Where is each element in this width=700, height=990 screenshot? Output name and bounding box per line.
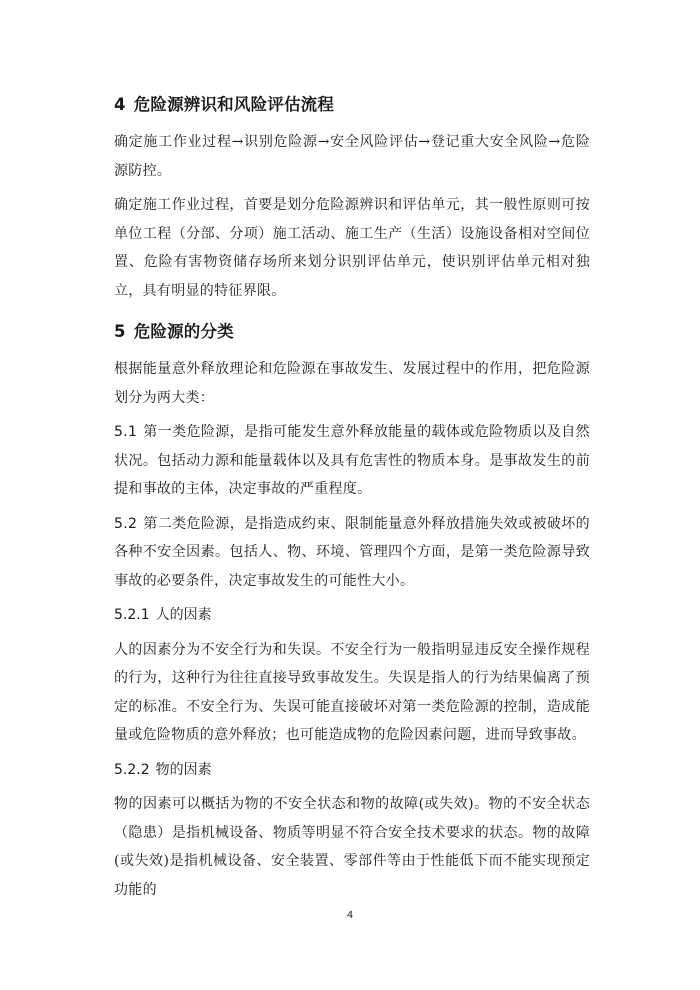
section-5-2-text: 第二类危险源，是指造成约束、限制能量意外释放措施失效或被破坏的各种不安全因素。包括人、物、环境、管理四个方面，是第一类危险源导致事故的必要条件，决定事故发生的可能性大小。	[114, 515, 590, 589]
section-5-2-1-number: 5.2.1	[114, 607, 150, 623]
section-4-heading	[114, 92, 590, 118]
section-5-heading	[114, 319, 590, 345]
section-5-1-paragraph	[114, 418, 590, 504]
section-5-2-1-heading	[114, 601, 590, 630]
section-4-number: 4	[114, 95, 126, 114]
section-4-paragraph-1: 确定施工作业过程→识别危险源→安全风险评估→登记重大安全风险→危险源防控。	[114, 134, 590, 179]
section-5-2-1-title: 人的因素	[155, 607, 212, 623]
section-5-2-2-heading	[114, 756, 590, 785]
section-5-2-number: 5.2	[114, 515, 138, 532]
section-5-intro: 根据能量意外释放理论和危险源在事故发生、发展过程中的作用，把危险源划分为两大类：	[114, 361, 590, 406]
page-number: 4	[346, 910, 354, 921]
section-5-2-2-paragraph: 物的因素可以概括为物的不安全状态和物的故障(或失效)。物的不安全状态（隐患）是指机械设备、物质等明显不符合安全技术要求的状态。物的故障(或失效)是指机械设备、安全装置、零部件等由于性能低下而不能实现预定功能的	[114, 796, 590, 898]
section-5-2-1-paragraph: 人的因素分为不安全行为和失误。不安全行为一般指明显违反安全操作规程的行为，这种行为往往直接导致事故发生。失误是指人的行为结果偏离了预定的标准。不安全行为、失误可能直接破坏对第一类危险源的控制，造成能量或危险物质的意外释放；也可能造成物的危险因素问题，进而导致事故。	[114, 641, 590, 743]
section-5-2-paragraph	[114, 510, 590, 596]
section-5-1-text: 第一类危险源，是指可能发生意外释放能量的载体或危险物质以及自然状况。包括动力源和能量载体以及具有危害性的物质本身。是事故发生的前提和事故的主体，决定事故的严重程度。	[114, 424, 590, 497]
section-5-title: 危险源的分类	[133, 322, 234, 341]
section-5-2-2-number: 5.2.2	[114, 761, 150, 778]
page-content	[114, 92, 590, 910]
section-5-number: 5	[114, 322, 126, 341]
section-4-paragraph-2: 确定施工作业过程，首要是划分危险源辨识和评估单元，其一般性原则可按单位工程（分部、分项）施工活动、施工生产（生活）设施设备相对空间位置、危险有害物资储存场所来划分识别评估单元，使识别评估单元相对独立，具有明显的特征界限。	[114, 197, 590, 299]
section-5-1-number: 5.1	[114, 424, 138, 440]
section-4-title: 危险源辨识和风险评估流程	[133, 95, 335, 114]
section-5-2-2-title: 物的因素	[155, 761, 212, 778]
